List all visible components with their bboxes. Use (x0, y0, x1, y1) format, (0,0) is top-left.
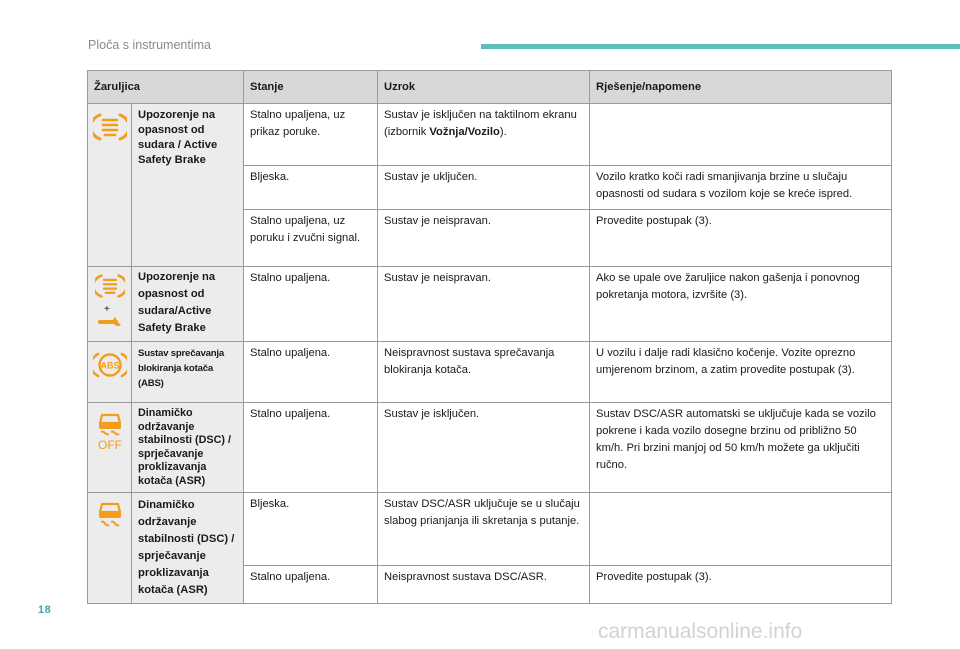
cause-cell: Neispravnost sustava sprečavanja blokiranja kotača. (378, 342, 590, 403)
page-number: 18 (38, 604, 52, 616)
solution-cell: Ako se upale ove žaruljice nakon gašenja i ponovnog pokretanja motora, izvršite (3). (590, 267, 892, 342)
state-cell: Stalno upaljena. (244, 342, 378, 403)
plus-sign: + (104, 304, 110, 315)
lamp-name: Dinamičko održavanje stabilnosti (DSC) / sprječavanje proklizavanja kotača (ASR) (132, 403, 244, 493)
collision-warning-icon (95, 273, 125, 299)
abs-icon (93, 350, 127, 380)
cause-cell: Sustav je neispravan. (378, 267, 590, 342)
lamp-icon-cell (88, 493, 132, 604)
lamp-icon-cell (88, 342, 132, 403)
collision-warning-icon (93, 112, 127, 142)
state-cell: Stalno upaljena, uz prikaz poruke. (244, 104, 378, 166)
cause-cell: Neispravnost sustava DSC/ASR. (378, 565, 590, 603)
solution-cell: Provedite postupak (3). (590, 565, 892, 603)
header-state: Stanje (244, 71, 378, 104)
header-lamp: Žaruljica (88, 71, 244, 104)
dsc-off-icon (93, 411, 127, 451)
lamp-icon-cell (88, 104, 132, 267)
table-row (88, 267, 892, 342)
state-cell: Stalno upaljena. (244, 267, 378, 342)
wrench-icon (96, 315, 124, 329)
state-cell: Stalno upaljena, uz poruku i zvučni signal. (244, 210, 378, 267)
solution-cell: Provedite postupak (3). (590, 210, 892, 267)
solution-cell: Vozilo kratko koči radi smanjivanja brzine u slučaju opasnosti od sudara s vozilom koje se kreće ispred. (590, 166, 892, 210)
abs-icon-label: ABS (99, 360, 120, 371)
solution-cell: Sustav DSC/ASR automatski se uključuje kada se vozilo pokrene i kada vozilo dosegne brzinu od približno 50 km/h. Pri brzini manjoj od 50 km/h možete ga uključiti ručno. (590, 403, 892, 493)
lamp-icon-cell (88, 267, 132, 342)
table-row (88, 104, 892, 166)
cause-cell: Sustav je uključen. (378, 166, 590, 210)
cause-cell: Sustav je isključen. (378, 403, 590, 493)
solution-cell (590, 493, 892, 566)
lamp-name: Upozorenje na opasnost od sudara / Active Safety Brake (132, 104, 244, 267)
cause-cell (378, 104, 590, 166)
cause-cell: Sustav DSC/ASR uključuje se u slučaju slabog prianjanja ili skretanja s putanje. (378, 493, 590, 566)
watermark: carmanualsonline.info (598, 620, 803, 643)
lamp-name: Sustav sprečavanja blokiranja kotača (ABS) (132, 342, 244, 403)
warning-lamps-table (87, 70, 892, 604)
lamp-icon-cell (88, 403, 132, 493)
lamp-name: Upozorenje na opasnost od sudara/Active Safety Brake (132, 267, 244, 342)
table-row (88, 493, 892, 566)
page-header-title: Ploča s instrumentima (88, 38, 211, 52)
state-cell: Bljeska. (244, 493, 378, 566)
solution-cell (590, 104, 892, 166)
menu-reference: Vožnja/Vozilo (429, 126, 500, 138)
table-row (88, 342, 892, 403)
cause-cell: Sustav je neispravan. (378, 210, 590, 267)
header-cause: Uzrok (378, 71, 590, 104)
header-solution: Rješenje/napomene (590, 71, 892, 104)
cause-text: Sustav je isključen na taktilnom ekranu (izbornik (384, 109, 577, 138)
header-accent-bar (481, 44, 960, 49)
solution-cell: U vozilu i dalje radi klasično kočenje. Vozite oprezno umjerenom brzinom, a zatim provedite postupak (3). (590, 342, 892, 403)
cause-text-end: ). (499, 126, 507, 138)
lamp-name: Dinamičko održavanje stabilnosti (DSC) / sprječavanje proklizavanja kotača (ASR) (132, 493, 244, 604)
state-cell: Stalno upaljena. (244, 403, 378, 493)
state-cell: Bljeska. (244, 166, 378, 210)
table-header-row (88, 71, 892, 104)
table-row (88, 403, 892, 493)
dsc-asr-icon (93, 501, 127, 531)
state-cell: Stalno upaljena. (244, 565, 378, 603)
dsc-off-label: OFF (97, 438, 122, 451)
